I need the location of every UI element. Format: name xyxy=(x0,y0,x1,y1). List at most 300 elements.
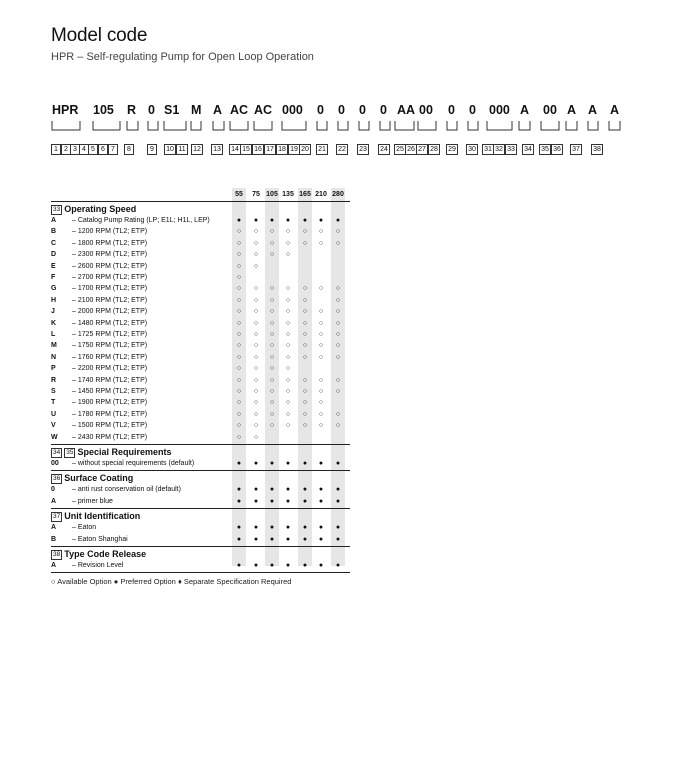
model-code-segment: A xyxy=(213,103,223,117)
position-number: 29 xyxy=(446,144,458,155)
availability-mark: ○ xyxy=(269,365,275,373)
availability-mark: ● xyxy=(236,562,242,569)
availability-mark: ● xyxy=(302,524,308,532)
option-row xyxy=(51,496,350,507)
option-row xyxy=(51,340,350,351)
availability-mark: ○ xyxy=(302,308,308,316)
option-row xyxy=(51,560,350,571)
legend-preferred: Preferred Option xyxy=(120,577,176,586)
availability-mark: ○ xyxy=(253,308,259,316)
option-code: B xyxy=(51,535,57,543)
availability-mark: ○ xyxy=(302,399,308,407)
option-row xyxy=(51,484,350,495)
availability-mark: ○ xyxy=(285,342,291,350)
availability-mark: ○ xyxy=(253,365,259,373)
size-header-cell: 165 xyxy=(299,191,311,198)
availability-mark: ○ xyxy=(236,274,242,281)
availability-mark: ○ xyxy=(269,388,275,395)
option-row xyxy=(51,306,350,317)
availability-mark: ● xyxy=(285,497,291,505)
position-number: 28 xyxy=(428,144,440,155)
position-number: 2 xyxy=(61,144,71,155)
availability-mark: ○ xyxy=(236,228,242,236)
availability-mark: ○ xyxy=(236,251,242,259)
availability-mark: ○ xyxy=(285,296,291,304)
code-bracket xyxy=(395,121,414,130)
code-bracket xyxy=(148,121,158,130)
availability-mark: ● xyxy=(269,535,275,543)
option-row xyxy=(51,432,350,443)
size-header-cell: 75 xyxy=(252,191,260,198)
model-code-segment: M xyxy=(191,103,202,117)
legend-preferred-symbol: ● xyxy=(113,577,119,586)
availability-mark: ○ xyxy=(236,410,242,418)
code-bracket xyxy=(52,121,80,130)
section-position-box: 38 xyxy=(53,551,61,558)
option-description: – 1725 RPM (TL2; ETP) xyxy=(72,331,148,338)
availability-mark: ○ xyxy=(302,228,308,236)
availability-mark: ● xyxy=(335,486,341,494)
availability-mark: ● xyxy=(302,535,308,543)
position-number: 1 xyxy=(51,144,61,155)
availability-mark: ○ xyxy=(253,319,259,327)
availability-mark: ○ xyxy=(285,388,291,395)
availability-mark: ● xyxy=(302,460,308,467)
availability-mark: ● xyxy=(253,535,259,543)
option-row xyxy=(51,386,350,397)
model-code-segment: A xyxy=(588,103,598,117)
option-row xyxy=(51,261,350,272)
availability-mark: ○ xyxy=(285,319,291,327)
section-heading xyxy=(51,203,350,215)
code-bracket xyxy=(519,121,530,130)
page-title: Model code xyxy=(51,25,148,46)
option-description: – 2600 RPM (TL2; ETP) xyxy=(72,262,148,270)
availability-mark: ● xyxy=(269,486,275,494)
section-rule xyxy=(51,508,350,509)
availability-mark: ○ xyxy=(285,353,291,361)
option-description: – primer blue xyxy=(72,497,113,505)
availability-mark: ○ xyxy=(236,433,242,441)
availability-mark: ○ xyxy=(318,410,324,418)
availability-mark: ○ xyxy=(335,285,341,293)
model-code-segment: A xyxy=(567,103,577,117)
option-code: K xyxy=(51,319,57,327)
option-description: – 1200 RPM (TL2; ETP) xyxy=(72,228,148,236)
model-code-segment: 0 xyxy=(359,103,366,117)
availability-mark: ○ xyxy=(236,376,242,384)
availability-mark: ● xyxy=(302,562,308,569)
code-bracket xyxy=(380,121,390,130)
section-title: Type Code Release xyxy=(64,549,147,559)
availability-mark: ○ xyxy=(318,399,324,407)
availability-mark: ○ xyxy=(236,239,242,247)
position-number: 24 xyxy=(378,144,390,155)
option-code: S xyxy=(51,388,56,395)
availability-mark: ○ xyxy=(335,353,341,361)
availability-mark: ○ xyxy=(318,376,324,384)
table-bottom-rule xyxy=(51,572,350,573)
code-bracket xyxy=(127,121,138,130)
availability-mark: ○ xyxy=(253,433,259,441)
position-number: 15 xyxy=(240,144,252,155)
availability-mark: ● xyxy=(318,535,324,543)
option-description: – 1760 RPM (TL2; ETP) xyxy=(72,353,148,361)
availability-mark: ○ xyxy=(269,376,275,384)
option-description: – Revision Level xyxy=(72,562,124,569)
option-description: – 1750 RPM (TL2; ETP) xyxy=(72,342,148,350)
availability-mark: ● xyxy=(285,486,291,494)
availability-mark: ○ xyxy=(335,308,341,316)
model-code-segment: 000 xyxy=(489,103,510,117)
availability-mark: ○ xyxy=(318,388,324,395)
availability-mark: ● xyxy=(269,562,275,569)
option-description: – Eaton Shanghai xyxy=(72,535,128,543)
model-code-segment: 000 xyxy=(282,103,303,117)
size-header-cell: 55 xyxy=(235,191,243,198)
availability-mark: ● xyxy=(285,524,291,532)
option-description: – Eaton xyxy=(72,524,97,532)
model-code-segment: 0 xyxy=(338,103,345,117)
availability-mark: ○ xyxy=(236,422,242,430)
code-bracket xyxy=(282,121,306,130)
availability-mark: ● xyxy=(253,217,259,224)
model-code-segment: 0 xyxy=(148,103,155,117)
position-number: 33 xyxy=(505,144,517,155)
position-number: 14 xyxy=(229,144,241,155)
availability-mark: ● xyxy=(236,535,242,543)
availability-mark: ● xyxy=(285,535,291,543)
availability-mark: ○ xyxy=(318,331,324,338)
code-bracket xyxy=(213,121,224,130)
code-bracket xyxy=(317,121,327,130)
availability-mark: ○ xyxy=(269,331,275,338)
model-code-segment: 0 xyxy=(380,103,387,117)
availability-mark: ○ xyxy=(253,353,259,361)
option-code: T xyxy=(51,399,56,407)
option-description: – Catalog Pump Rating (LP; E1L; H1L, LEP) xyxy=(72,217,210,224)
availability-mark: ○ xyxy=(236,319,242,327)
availability-mark: ○ xyxy=(236,388,242,395)
option-row xyxy=(51,458,350,469)
position-number: 31 xyxy=(482,144,494,155)
availability-mark: ○ xyxy=(302,296,308,304)
section-heading xyxy=(51,548,350,560)
availability-mark: ● xyxy=(253,524,259,532)
availability-mark: ● xyxy=(269,217,275,224)
position-number: 6 xyxy=(98,144,108,155)
position-number: 27 xyxy=(416,144,428,155)
position-number: 13 xyxy=(211,144,223,155)
availability-mark: ● xyxy=(269,460,275,467)
availability-mark: ○ xyxy=(285,331,291,338)
availability-mark: ○ xyxy=(302,342,308,350)
option-code: 0 xyxy=(51,486,55,494)
position-number: 21 xyxy=(316,144,328,155)
availability-mark: ○ xyxy=(335,410,341,418)
position-number: 16 xyxy=(252,144,264,155)
availability-mark: ○ xyxy=(335,296,341,304)
availability-mark: ○ xyxy=(285,422,291,430)
position-number: 12 xyxy=(191,144,203,155)
option-row xyxy=(51,352,350,363)
code-bracket xyxy=(609,121,620,130)
availability-mark: ○ xyxy=(269,410,275,418)
position-number: 30 xyxy=(466,144,478,155)
availability-mark: ○ xyxy=(253,388,259,395)
availability-mark: ○ xyxy=(302,422,308,430)
position-number: 4 xyxy=(79,144,89,155)
model-code-segment: AC xyxy=(230,103,249,117)
availability-mark: ○ xyxy=(318,228,324,236)
position-number: 32 xyxy=(493,144,505,155)
availability-mark: ○ xyxy=(302,285,308,293)
availability-mark: ○ xyxy=(269,319,275,327)
position-number: 11 xyxy=(176,144,188,155)
option-code: 00 xyxy=(51,460,59,467)
availability-mark: ● xyxy=(335,535,341,543)
section-position-box: 33 xyxy=(53,206,61,213)
position-number: 38 xyxy=(591,144,603,155)
availability-mark: ○ xyxy=(318,239,324,247)
option-description: – 2100 RPM (TL2; ETP) xyxy=(72,296,148,304)
model-code-segment: AA xyxy=(397,103,416,117)
section-rule xyxy=(51,444,350,445)
option-row xyxy=(51,363,350,374)
option-row xyxy=(51,318,350,329)
availability-mark: ○ xyxy=(253,422,259,430)
section-rule xyxy=(51,470,350,471)
availability-mark: ○ xyxy=(302,239,308,247)
availability-mark: ○ xyxy=(285,308,291,316)
option-code: F xyxy=(51,274,56,281)
availability-mark: ● xyxy=(285,217,291,224)
availability-mark: ○ xyxy=(302,410,308,418)
position-number: 19 xyxy=(288,144,300,155)
section-position-box: 34 xyxy=(53,449,61,456)
option-row xyxy=(51,249,350,260)
code-bracket xyxy=(541,121,559,130)
option-code: C xyxy=(51,239,57,247)
availability-mark: ○ xyxy=(269,422,275,430)
option-code: R xyxy=(51,376,57,384)
availability-mark: ● xyxy=(302,497,308,505)
model-code-segment: 0 xyxy=(448,103,455,117)
availability-mark: ● xyxy=(318,497,324,505)
availability-mark: ○ xyxy=(253,331,259,338)
availability-mark: ○ xyxy=(253,228,259,236)
availability-mark: ○ xyxy=(335,342,341,350)
availability-mark: ○ xyxy=(285,228,291,236)
option-row xyxy=(51,215,350,226)
option-description: – 1450 RPM (TL2; ETP) xyxy=(72,388,148,395)
legend-available: Available Option xyxy=(57,577,112,586)
option-code: V xyxy=(51,422,56,430)
legend-separate-symbol: ♦ xyxy=(177,577,182,586)
section-title: Operating Speed xyxy=(64,204,137,214)
availability-mark: ○ xyxy=(269,399,275,407)
availability-mark: ○ xyxy=(269,296,275,304)
code-bracket xyxy=(359,121,369,130)
availability-mark: ○ xyxy=(253,285,259,293)
availability-mark: ○ xyxy=(253,296,259,304)
option-row xyxy=(51,272,350,283)
model-code-segment: A xyxy=(520,103,530,117)
option-row xyxy=(51,534,350,545)
option-description: – without special requirements (default) xyxy=(72,460,195,467)
model-code-segment: 00 xyxy=(543,103,557,117)
availability-mark: ○ xyxy=(302,331,308,338)
availability-mark: ● xyxy=(285,460,291,467)
section-heading xyxy=(51,472,350,484)
availability-mark: ● xyxy=(335,217,341,224)
model-code-segment: HPR xyxy=(52,103,79,117)
availability-mark: ○ xyxy=(302,319,308,327)
position-number: 18 xyxy=(276,144,288,155)
option-code: E xyxy=(51,262,56,270)
availability-mark: ● xyxy=(285,562,291,569)
option-row xyxy=(51,522,350,533)
availability-mark: ○ xyxy=(269,251,275,259)
code-bracket xyxy=(418,121,436,130)
model-code-segment: 00 xyxy=(419,103,433,117)
availability-mark: ○ xyxy=(318,342,324,350)
availability-mark: ○ xyxy=(236,399,242,407)
availability-mark: ○ xyxy=(285,376,291,384)
section-heading xyxy=(51,446,350,458)
availability-mark: ● xyxy=(253,460,259,467)
option-code: A xyxy=(51,497,57,505)
availability-mark: ○ xyxy=(253,342,259,350)
position-number: 22 xyxy=(336,144,348,155)
availability-mark: ● xyxy=(236,460,242,467)
availability-mark: ● xyxy=(335,460,341,467)
availability-mark: ○ xyxy=(335,422,341,430)
availability-mark: ○ xyxy=(236,262,242,270)
availability-mark: ○ xyxy=(335,331,341,338)
position-number: 26 xyxy=(405,144,417,155)
model-code-segment: 105 xyxy=(93,103,114,117)
section-title: Surface Coating xyxy=(64,473,134,484)
option-code: A xyxy=(51,524,57,532)
availability-mark: ○ xyxy=(318,353,324,361)
code-bracket xyxy=(254,121,272,130)
size-header-cell: 135 xyxy=(282,191,294,198)
code-bracket xyxy=(230,121,248,130)
availability-mark: ○ xyxy=(318,422,324,430)
availability-mark: ○ xyxy=(285,399,291,407)
section-position-box: 36 xyxy=(53,475,61,483)
position-number: 36 xyxy=(551,144,563,155)
legend-separate: Separate Specification Required xyxy=(183,577,292,586)
option-code: G xyxy=(51,285,57,293)
option-description: – 2000 RPM (TL2; ETP) xyxy=(72,308,148,316)
code-bracket xyxy=(468,121,478,130)
option-code: H xyxy=(51,296,57,304)
model-code-segment: A xyxy=(610,103,620,117)
availability-mark: ○ xyxy=(253,239,259,247)
availability-mark: ○ xyxy=(236,342,242,350)
option-code: L xyxy=(51,331,56,338)
option-description: – 1740 RPM (TL2; ETP) xyxy=(72,376,148,384)
availability-mark: ● xyxy=(335,562,341,569)
availability-mark: ○ xyxy=(318,285,324,293)
option-code: U xyxy=(51,410,57,418)
availability-mark: ○ xyxy=(253,410,259,418)
size-header-cell: 105 xyxy=(266,191,278,198)
model-code-segment: 0 xyxy=(469,103,476,117)
option-description: – 2200 RPM (TL2; ETP) xyxy=(72,365,148,373)
section-title: Unit Identification xyxy=(64,511,141,522)
availability-mark: ● xyxy=(335,524,341,532)
availability-mark: ○ xyxy=(253,262,259,270)
availability-mark: ● xyxy=(269,524,275,532)
position-number: 8 xyxy=(124,144,134,155)
availability-mark: ● xyxy=(236,217,242,224)
availability-mark: ● xyxy=(318,217,324,224)
availability-mark: ○ xyxy=(335,228,341,236)
availability-mark: ○ xyxy=(253,376,259,384)
availability-mark: ○ xyxy=(236,296,242,304)
option-description: – anti rust conservation oil (default) xyxy=(72,486,181,494)
position-number: 20 xyxy=(299,144,311,155)
option-row xyxy=(51,420,350,431)
availability-mark: ○ xyxy=(285,285,291,293)
option-description: – 2300 RPM (TL2; ETP) xyxy=(72,251,148,259)
option-row xyxy=(51,397,350,408)
availability-mark: ● xyxy=(236,524,242,532)
option-code: P xyxy=(51,365,56,373)
position-number: 3 xyxy=(70,144,80,155)
availability-mark: ● xyxy=(302,486,308,494)
availability-mark: ○ xyxy=(285,365,291,373)
option-code: A xyxy=(51,217,57,224)
size-header xyxy=(51,188,350,202)
availability-mark: ● xyxy=(318,460,324,467)
model-code-segment: 0 xyxy=(317,103,324,117)
availability-mark: ○ xyxy=(236,331,242,338)
option-description: – 1480 RPM (TL2; ETP) xyxy=(72,319,148,327)
position-number: 7 xyxy=(108,144,118,155)
availability-mark: ○ xyxy=(253,399,259,407)
option-description: – 2700 RPM (TL2; ETP) xyxy=(72,274,148,281)
availability-mark: ○ xyxy=(302,388,308,395)
option-code: N xyxy=(51,353,57,361)
position-number: 34 xyxy=(522,144,534,155)
availability-mark: ○ xyxy=(253,251,259,259)
legend xyxy=(51,577,291,586)
page-subtitle: HPR – Self-regulating Pump for Open Loop Operation xyxy=(51,51,314,63)
model-code-segment: AC xyxy=(254,103,273,117)
option-description: – 1900 RPM (TL2; ETP) xyxy=(72,399,148,407)
availability-mark: ○ xyxy=(236,353,242,361)
availability-mark: ○ xyxy=(302,376,308,384)
availability-mark: ○ xyxy=(269,353,275,361)
section-heading xyxy=(51,510,350,522)
section-position-box: 35 xyxy=(66,449,74,456)
availability-mark: ● xyxy=(253,486,259,494)
legend-available-symbol: ○ xyxy=(51,577,56,586)
option-description: – 1780 RPM (TL2; ETP) xyxy=(72,410,148,418)
availability-mark: ○ xyxy=(269,308,275,316)
option-code: W xyxy=(51,433,58,441)
position-number: 5 xyxy=(88,144,98,155)
availability-mark: ○ xyxy=(285,251,291,259)
option-code: D xyxy=(51,251,57,259)
availability-mark: ● xyxy=(335,497,341,505)
code-bracket xyxy=(487,121,512,130)
availability-mark: ○ xyxy=(318,308,324,316)
